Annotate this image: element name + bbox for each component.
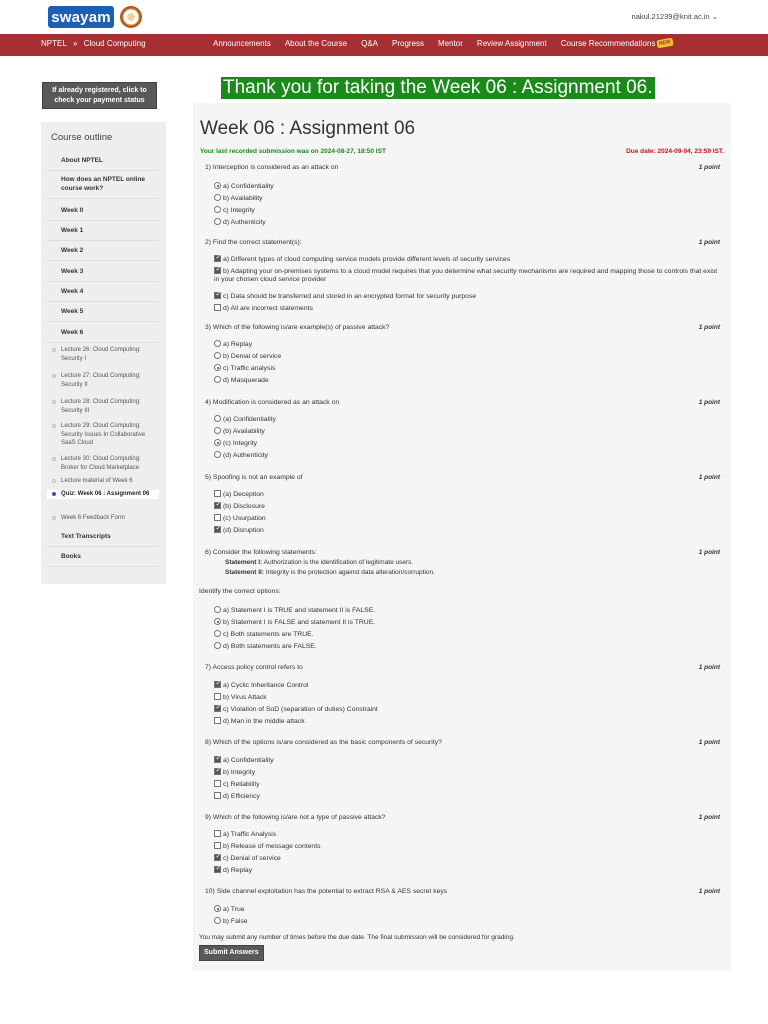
answer-option[interactable] — [214, 451, 268, 460]
outline-section[interactable]: How does an NPTEL online course work? — [47, 175, 159, 199]
answer-option-label: (a) Deception — [223, 491, 264, 498]
question-text: 9) Which of the following is/are not a type of passive attack? — [205, 814, 386, 821]
navbar — [0, 34, 768, 56]
radio-button[interactable] — [214, 352, 221, 359]
answer-option[interactable] — [214, 206, 255, 215]
emblem-icon — [120, 6, 142, 28]
radio-button[interactable] — [214, 340, 221, 347]
outline-section[interactable]: Week 1 — [47, 226, 159, 241]
nav-announcements[interactable]: Announcements — [213, 39, 271, 48]
statement-label: Statement I: — [225, 559, 263, 566]
nav-about-course[interactable]: About the Course — [284, 39, 348, 48]
answer-option[interactable] — [214, 842, 320, 851]
breadcrumb — [41, 39, 150, 48]
answer-option-label: a) Replay — [223, 341, 253, 348]
checkbox[interactable] — [214, 304, 221, 311]
question-points: 1 point — [698, 239, 720, 246]
status-dot-icon — [52, 516, 56, 520]
radio-button[interactable] — [214, 618, 221, 625]
course-outline-title: Course outline — [51, 132, 113, 143]
answer-option-label: c) Traffic analysis — [223, 365, 276, 372]
breadcrumb-separator: » — [73, 39, 78, 48]
answer-option-label: (c) Usurpation — [223, 515, 266, 522]
outline-section[interactable]: Week 4 — [47, 287, 159, 302]
checkbox[interactable] — [214, 780, 221, 787]
answer-option-label: a) Statement I is TRUE and statement II is FALSE. — [223, 607, 376, 614]
answer-option[interactable] — [214, 905, 245, 914]
status-dot-icon — [52, 400, 56, 404]
checkbox[interactable] — [214, 502, 221, 509]
radio-button[interactable] — [214, 642, 221, 649]
outline-item[interactable]: Lecture 28: Cloud Computing: Security III — [47, 398, 159, 415]
assignment-title: Week 06 : Assignment 06 — [200, 118, 416, 139]
answer-option[interactable] — [214, 490, 264, 499]
answer-option[interactable] — [214, 415, 276, 424]
answer-option[interactable] — [214, 854, 281, 863]
answer-option[interactable] — [214, 267, 719, 284]
outline-item-active[interactable]: Quiz: Week 06 : Assignment 06 — [47, 490, 159, 499]
checkbox[interactable] — [214, 255, 221, 262]
answer-option-label: c) Denial of service — [223, 855, 281, 862]
checkbox[interactable] — [214, 705, 221, 712]
answer-option-label: b) Adapting your on-premises systems to a cloud model requires that you determine what security mechanisms are required and mapping those to controls that exist in your chosen cloud service provider — [214, 268, 718, 283]
answer-option-label: b) Denial of service — [223, 353, 282, 360]
radio-button[interactable] — [214, 427, 221, 434]
submit-answers-button[interactable]: Submit Answers — [199, 945, 264, 961]
due-date-text: Due date: 2024-09-04, 23:59 IST. — [626, 148, 724, 155]
answer-option[interactable] — [214, 630, 314, 639]
question-points: 1 point — [698, 164, 720, 171]
question-points: 1 point — [698, 549, 720, 556]
answer-option-label: a) Cyclic Inheritance Control — [223, 682, 309, 689]
radio-button[interactable] — [214, 206, 221, 213]
radio-button[interactable] — [214, 630, 221, 637]
nav-qa[interactable]: Q&A — [361, 39, 378, 48]
checkbox[interactable] — [214, 756, 221, 763]
statement-1 — [225, 559, 413, 566]
outline-section[interactable]: Week 0 — [47, 206, 159, 221]
answer-option[interactable] — [214, 255, 510, 264]
answer-option-label: c) Integrity — [223, 207, 255, 214]
answer-option-label: c) Both statements are TRUE. — [223, 631, 314, 638]
statement-label: Statement II: — [225, 569, 265, 576]
status-dot-icon — [52, 492, 56, 496]
answer-option[interactable] — [214, 768, 255, 777]
answer-option[interactable] — [214, 917, 248, 926]
identify-text: Identify the correct options: — [199, 588, 281, 595]
answer-option[interactable] — [214, 439, 257, 448]
answer-option[interactable] — [214, 606, 375, 615]
answer-option[interactable] — [214, 304, 313, 313]
outline-item[interactable]: Lecture material of Week 6 — [47, 477, 159, 486]
checkbox[interactable] — [214, 514, 221, 521]
answer-option[interactable] — [214, 717, 305, 726]
status-dot-icon — [52, 374, 56, 378]
answer-option[interactable] — [214, 866, 252, 875]
status-dot-icon — [52, 424, 56, 428]
radio-button[interactable] — [214, 364, 221, 371]
answer-option[interactable] — [214, 427, 265, 436]
outline-item[interactable]: Lecture 26: Cloud Computing: Security I — [47, 346, 159, 363]
nav-progress[interactable]: Progress — [392, 39, 425, 48]
answer-option-label: a) Confidentiality — [223, 757, 274, 764]
answer-option-label: (a) Confidentiality — [223, 416, 276, 423]
radio-button[interactable] — [214, 415, 221, 422]
answer-option-label: a) Traffic Analysis — [223, 831, 277, 838]
radio-button[interactable] — [214, 182, 221, 189]
checkbox[interactable] — [214, 717, 221, 724]
answer-option[interactable] — [214, 376, 269, 385]
answer-option[interactable] — [214, 502, 265, 511]
answer-option[interactable] — [214, 514, 266, 523]
nav-review-assignment[interactable]: Review Assignment — [476, 39, 547, 48]
question-text: 6) Consider the following statements: — [205, 549, 317, 556]
radio-button[interactable] — [214, 917, 221, 924]
question-text: 10) Side channel exploitation has the potential to extract RSA & AES secret keys — [205, 888, 448, 895]
outline-section[interactable]: Week 3 — [47, 267, 159, 282]
question-text: 2) Find the correct statement(s): — [205, 239, 302, 246]
answer-option-label: (d) Disruption — [223, 527, 264, 534]
payment-status-button[interactable]: If already registered, click to check your payment status — [42, 82, 157, 109]
answer-option-label: b) Availability — [223, 195, 263, 202]
answer-option-label: c) Reliability — [223, 781, 260, 788]
checkbox[interactable] — [214, 490, 221, 497]
answer-option[interactable] — [214, 292, 476, 301]
outline-item[interactable]: Lecture 30: Cloud Computing: Broker for Cloud Marketplace — [47, 455, 159, 472]
top-header — [0, 0, 768, 34]
answer-option-label: (d) Authenticity — [223, 452, 268, 459]
answer-option[interactable] — [214, 526, 264, 535]
last-submission-text: Your last recorded submission was on 2024-08-27, 18:50 IST — [200, 148, 386, 155]
answer-option-label: d) All are incorrect statements — [223, 305, 313, 312]
answer-option[interactable] — [214, 618, 375, 627]
answer-option[interactable] — [214, 340, 252, 349]
checkbox[interactable] — [214, 681, 221, 688]
outline-item[interactable]: Lecture 29: Cloud Computing: Security Issues In Collaborative SaaS Cloud — [47, 422, 159, 448]
course-outline — [41, 122, 166, 584]
answer-option-label: a) Different types of cloud computing service models provide different levels of security services — [223, 256, 511, 263]
question-points: 1 point — [698, 739, 720, 746]
user-menu[interactable]: nakul.21239@knit.ac.in ⌄ — [631, 12, 718, 21]
answer-option-label: (b) Availability — [223, 428, 265, 435]
radio-button[interactable] — [214, 606, 221, 613]
answer-option-label: d) Replay — [223, 867, 253, 874]
outline-item[interactable]: Lecture 27: Cloud Computing: Security II — [47, 372, 159, 389]
answer-option[interactable] — [214, 352, 281, 361]
checkbox[interactable] — [214, 768, 221, 775]
answer-option[interactable] — [214, 705, 378, 714]
answer-option-label: d) Authenticity — [223, 219, 266, 226]
question-points: 1 point — [698, 324, 720, 331]
checkbox[interactable] — [214, 292, 221, 299]
new-badge: NEW — [657, 38, 674, 49]
outline-section[interactable]: Text Transcripts — [47, 532, 159, 547]
status-dot-icon — [52, 479, 56, 483]
answer-option[interactable] — [214, 681, 308, 690]
outline-section[interactable]: About NPTEL — [47, 156, 159, 171]
answer-option[interactable] — [214, 182, 274, 191]
radio-button[interactable] — [214, 451, 221, 458]
answer-option-label: d) Efficiency — [223, 793, 260, 800]
answer-option-label: d) Both statements are FALSE. — [223, 643, 317, 650]
outline-section[interactable]: Week 6 — [47, 328, 159, 343]
swayam-logo[interactable]: swayam — [48, 6, 114, 28]
statement-2 — [225, 569, 435, 576]
question-text: 8) Which of the options is/are considered as the basic components of security? — [205, 739, 442, 746]
checkbox[interactable] — [214, 267, 221, 274]
question-points: 1 point — [698, 814, 720, 821]
radio-button[interactable] — [214, 376, 221, 383]
answer-option-label: a) True — [223, 906, 245, 913]
question-points: 1 point — [698, 888, 720, 895]
answer-option[interactable] — [214, 218, 266, 227]
answer-option-label: (c) Integrity — [223, 440, 257, 447]
breadcrumb-course[interactable]: Cloud Computing — [83, 39, 146, 48]
checkbox[interactable] — [214, 526, 221, 533]
answer-option[interactable] — [214, 642, 317, 651]
outline-item[interactable]: Week 6 Feedback Form — [47, 514, 159, 523]
nav-mentor[interactable]: Mentor — [438, 39, 463, 48]
answer-option-label: b) Integrity — [223, 769, 256, 776]
answer-option[interactable] — [214, 792, 260, 801]
breadcrumb-nptel[interactable]: NPTEL — [41, 39, 67, 48]
question-text: 7) Access policy control refers to — [205, 664, 303, 671]
answer-option-label: d) Masquerade — [223, 377, 269, 384]
answer-option-label: b) Virus Attack — [223, 694, 267, 701]
answer-option-label: b) Statement I is FALSE and statement II is TRUE. — [223, 619, 376, 626]
outline-section[interactable]: Week 5 — [47, 307, 159, 322]
status-dot-icon — [52, 457, 56, 461]
question-text: 4) Modification is considered as an attack on — [205, 399, 340, 406]
nav-course-recommendations-label: Course Recommendations — [560, 39, 656, 48]
logo-area[interactable] — [48, 6, 142, 28]
answer-option-label: d) Man in the middle attack — [223, 718, 305, 725]
checkbox[interactable] — [214, 854, 221, 861]
statement-text: Authorization is the identification of legitimate users. — [262, 559, 414, 566]
radio-button[interactable] — [214, 218, 221, 225]
answer-option[interactable] — [214, 830, 276, 839]
radio-button[interactable] — [214, 194, 221, 201]
nav-course-recommendations[interactable] — [561, 39, 673, 48]
confirmation-banner: Thank you for taking the Week 06 : Assignment 06. — [223, 77, 653, 98]
assignment-panel — [193, 103, 731, 971]
answer-option-label: b) Release of message contents — [223, 843, 321, 850]
statement-text: Integrity is the protection against data alteration/corruption. — [264, 569, 435, 576]
answer-option[interactable] — [214, 194, 263, 203]
answer-option[interactable] — [214, 693, 267, 702]
answer-option-label: b) False — [223, 918, 248, 925]
question-points: 1 point — [698, 664, 720, 671]
radio-button[interactable] — [214, 905, 221, 912]
answer-option[interactable] — [214, 364, 275, 373]
checkbox[interactable] — [214, 866, 221, 873]
question-text: 3) Which of the following is/are example(s) of passive attack? — [205, 324, 390, 331]
question-text: 5) Spoofing is not an example of — [205, 474, 303, 481]
answer-option-label: (b) Disclosure — [223, 503, 265, 510]
status-dot-icon — [52, 348, 56, 352]
answer-option-label: c) Data should be transferred and stored in an encrypted format for security purpose — [223, 293, 477, 300]
outline-section[interactable]: Week 2 — [47, 246, 159, 261]
checkbox[interactable] — [214, 792, 221, 799]
question-points: 1 point — [698, 399, 720, 406]
question-text: 1) Interception is considered as an attack on — [205, 164, 339, 171]
answer-option-label: a) Confidentiality — [223, 183, 274, 190]
question-points: 1 point — [698, 474, 720, 481]
checkbox[interactable] — [214, 693, 221, 700]
submission-note: You may submit any number of times before the due date. The final submission will be considered for grading. — [199, 934, 515, 941]
answer-option[interactable] — [214, 756, 274, 765]
answer-option[interactable] — [214, 780, 260, 789]
radio-button[interactable] — [214, 439, 221, 446]
nav-links — [213, 39, 687, 48]
checkbox[interactable] — [214, 842, 221, 849]
outline-section[interactable]: Books — [47, 552, 159, 567]
answer-option-label: c) Violation of SoD (separation of duties) Constraint — [223, 706, 378, 713]
checkbox[interactable] — [214, 830, 221, 837]
